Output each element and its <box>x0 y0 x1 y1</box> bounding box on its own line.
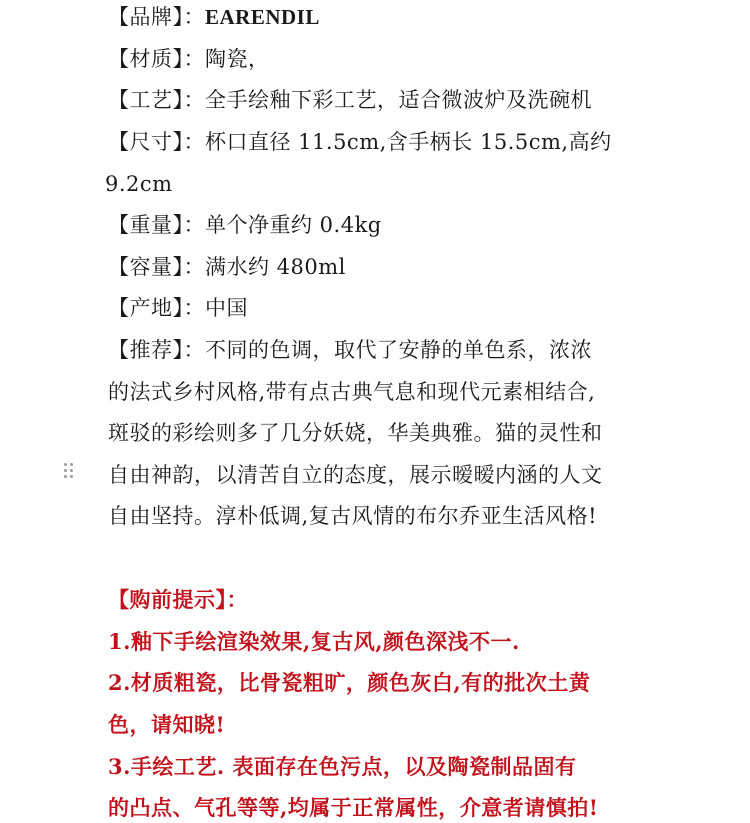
drag-dot <box>64 469 67 472</box>
recommend-line: 【推荐】：不同的色调，取代了安静的单色系，浓浓 <box>108 338 592 362</box>
recommend-line: 自由坚持。淳朴低调,复古风情的布尔乔亚生活风格! <box>108 504 598 528</box>
notice-line: 1.釉下手绘渲染效果,复古风,颜色深浅不一. <box>108 629 520 654</box>
brand-value: EARENDIL <box>205 5 320 29</box>
weight-line: 【重量】：单个净重约 0.4kg <box>108 213 382 237</box>
brand-line <box>108 2 320 32</box>
notice-line: 3.手绘工艺. 表面存在色污点，以及陶瓷制品固有 <box>108 754 577 779</box>
drag-dot <box>70 469 73 472</box>
capacity-line: 【容量】：满水约 480ml <box>108 255 346 279</box>
notice-line: 色，请知晓! <box>108 712 226 737</box>
notice-line: 2.材质粗瓷，比骨瓷粗旷，颜色灰白,有的批次土黄 <box>108 670 591 695</box>
drag-dot <box>64 475 67 478</box>
size-line-continued: 9.2cm <box>105 172 173 196</box>
size-line: 【尺寸】：杯口直径 11.5cm,含手柄长 15.5cm,高约 <box>108 130 612 154</box>
drag-dot <box>70 475 73 478</box>
drag-handle-icon[interactable] <box>64 463 74 479</box>
recommend-line: 自由神韵，以清苦自立的态度，展示暧暧内涵的人文 <box>108 463 603 487</box>
origin-line: 【产地】：中国 <box>108 296 248 320</box>
notice-heading: 【购前提示】： <box>108 587 248 612</box>
recommend-line: 斑驳的彩绘则多了几分妖娆，华美典雅。猫的灵性和 <box>108 421 603 445</box>
craft-line: 【工艺】：全手绘釉下彩工艺，适合微波炉及洗碗机 <box>108 88 592 112</box>
material-line: 【材质】：陶瓷， <box>108 47 270 71</box>
drag-dot <box>70 463 73 466</box>
recommend-line: 的法式乡村风格,带有点古典气息和现代元素相结合, <box>108 380 596 404</box>
notice-line: 的凸点、气孔等等,均属于正常属性，介意者请慎拍! <box>108 795 599 820</box>
brand-label: 【品牌】： <box>108 5 205 29</box>
drag-dot <box>64 463 67 466</box>
